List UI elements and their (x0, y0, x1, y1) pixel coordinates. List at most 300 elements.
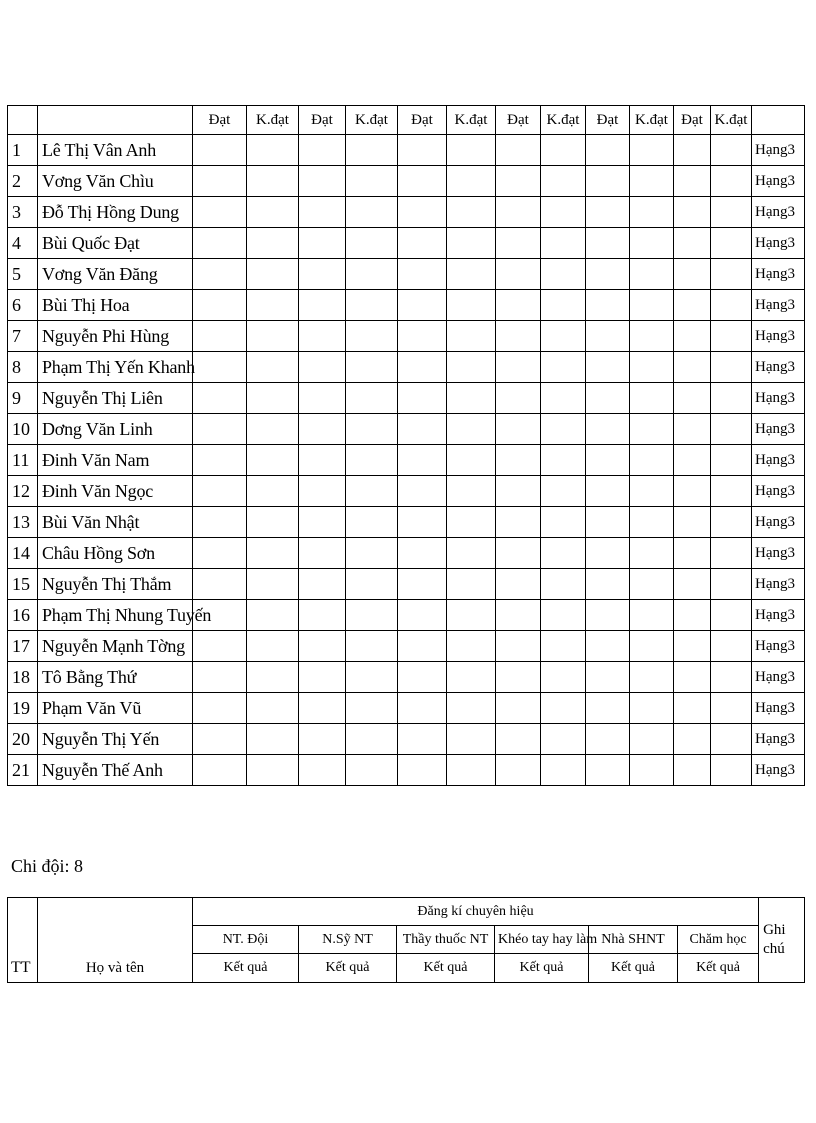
result-cell (193, 724, 247, 755)
result-cell (346, 631, 398, 662)
result-cell (247, 197, 299, 228)
result-cell (496, 383, 541, 414)
result-cell (247, 290, 299, 321)
result-cell (674, 321, 711, 352)
rank-note: Hạng3 (752, 507, 805, 538)
rank-note: Hạng3 (752, 755, 805, 786)
row-number: 21 (8, 755, 38, 786)
result-cell (447, 259, 496, 290)
table-row (8, 383, 805, 414)
result-cell (193, 135, 247, 166)
result-cell (193, 631, 247, 662)
result-cell (398, 476, 447, 507)
header-cell (38, 106, 193, 135)
result-cell (247, 352, 299, 383)
result-cell (447, 693, 496, 724)
row-number: 11 (8, 445, 38, 476)
result-cell (398, 724, 447, 755)
result-cell (346, 228, 398, 259)
result-cell (711, 228, 752, 259)
table-row (8, 445, 805, 476)
result-cell (711, 662, 752, 693)
result-cell (398, 445, 447, 476)
result-cell (496, 476, 541, 507)
result-cell (299, 166, 346, 197)
result-cell (496, 507, 541, 538)
result-cell (674, 724, 711, 755)
result-cell (630, 135, 674, 166)
result-cell (193, 166, 247, 197)
result-cell (299, 476, 346, 507)
result-cell (447, 662, 496, 693)
student-name: Nguyễn Thị Liên (38, 383, 193, 414)
result-cell (299, 755, 346, 786)
result-cell (630, 166, 674, 197)
row-number: 14 (8, 538, 38, 569)
result-cell (586, 724, 630, 755)
result-cell (711, 197, 752, 228)
result-cell (674, 166, 711, 197)
result-cell (630, 507, 674, 538)
result-cell (496, 724, 541, 755)
result-cell (586, 445, 630, 476)
result-header: Kết quả (589, 954, 678, 983)
result-cell (398, 383, 447, 414)
result-cell (398, 662, 447, 693)
header-cell: Đạt (398, 106, 447, 135)
student-name: Châu Hồng Sơn (38, 538, 193, 569)
result-cell (541, 197, 586, 228)
result-cell (630, 290, 674, 321)
result-cell (630, 197, 674, 228)
result-cell (247, 321, 299, 352)
result-cell (193, 228, 247, 259)
result-cell (447, 197, 496, 228)
header-cell: Đạt (496, 106, 541, 135)
col-note-header: Ghi chú (759, 898, 805, 983)
result-cell (630, 321, 674, 352)
result-cell (299, 724, 346, 755)
result-cell (193, 414, 247, 445)
result-cell (299, 631, 346, 662)
student-name: Vơng Văn Chìu (38, 166, 193, 197)
table-row (8, 259, 805, 290)
result-cell (193, 693, 247, 724)
result-cell (398, 166, 447, 197)
rank-note: Hạng3 (752, 166, 805, 197)
result-cell (586, 197, 630, 228)
result-cell (496, 538, 541, 569)
rank-note: Hạng3 (752, 228, 805, 259)
result-cell (674, 538, 711, 569)
result-cell (447, 228, 496, 259)
result-cell (496, 197, 541, 228)
result-cell (630, 383, 674, 414)
student-name: Bùi Quốc Đạt (38, 228, 193, 259)
result-cell (346, 724, 398, 755)
result-cell (711, 755, 752, 786)
result-cell (541, 476, 586, 507)
result-cell (299, 321, 346, 352)
result-cell (496, 259, 541, 290)
result-cell (586, 538, 630, 569)
result-cell (711, 507, 752, 538)
result-cell (586, 228, 630, 259)
result-cell (541, 166, 586, 197)
result-cell (247, 259, 299, 290)
result-cell (398, 569, 447, 600)
table-row (8, 538, 805, 569)
result-cell (496, 290, 541, 321)
result-cell (247, 755, 299, 786)
result-cell (541, 569, 586, 600)
student-name: Bùi Thị Hoa (38, 290, 193, 321)
result-cell (193, 662, 247, 693)
row-number: 1 (8, 135, 38, 166)
result-cell (586, 321, 630, 352)
result-cell (447, 507, 496, 538)
result-cell (586, 755, 630, 786)
result-cell (193, 383, 247, 414)
result-cell (586, 290, 630, 321)
header-cell: Đạt (299, 106, 346, 135)
student-name: Lê Thị Vân Anh (38, 135, 193, 166)
result-cell (346, 166, 398, 197)
result-cell (247, 693, 299, 724)
table-row (8, 135, 805, 166)
result-cell (586, 259, 630, 290)
result-cell (630, 414, 674, 445)
result-cell (193, 321, 247, 352)
result-cell (299, 693, 346, 724)
result-cell (496, 166, 541, 197)
result-cell (630, 724, 674, 755)
table-row (8, 755, 805, 786)
result-cell (586, 352, 630, 383)
result-cell (541, 352, 586, 383)
results-table-header (8, 106, 805, 135)
result-cell (541, 631, 586, 662)
result-cell (447, 383, 496, 414)
result-cell (496, 693, 541, 724)
result-cell (496, 445, 541, 476)
result-cell (447, 321, 496, 352)
results-table-body (8, 106, 805, 786)
header-cell: Đạt (193, 106, 247, 135)
result-cell (299, 600, 346, 631)
result-cell (496, 352, 541, 383)
result-cell (398, 414, 447, 445)
result-cell (247, 445, 299, 476)
student-name: Bùi Văn Nhật (38, 507, 193, 538)
result-cell (346, 600, 398, 631)
result-cell (711, 321, 752, 352)
result-cell (630, 228, 674, 259)
row-number: 8 (8, 352, 38, 383)
rank-note: Hạng3 (752, 538, 805, 569)
badge-registration-table (7, 897, 805, 983)
student-name: Nguyễn Thế Anh (38, 755, 193, 786)
result-cell (496, 321, 541, 352)
result-cell (193, 755, 247, 786)
result-cell (299, 228, 346, 259)
result-cell (398, 693, 447, 724)
result-cell (586, 600, 630, 631)
row-number: 12 (8, 476, 38, 507)
results-table (7, 105, 805, 786)
rank-note: Hạng3 (752, 724, 805, 755)
student-name: Vơng Văn Đăng (38, 259, 193, 290)
result-cell (586, 662, 630, 693)
result-cell (247, 166, 299, 197)
result-cell (630, 755, 674, 786)
result-cell (447, 569, 496, 600)
result-cell (711, 290, 752, 321)
result-cell (398, 538, 447, 569)
result-cell (541, 414, 586, 445)
result-cell (346, 755, 398, 786)
result-cell (447, 476, 496, 507)
result-cell (541, 538, 586, 569)
result-cell (674, 445, 711, 476)
result-cell (398, 321, 447, 352)
result-cell (496, 414, 541, 445)
result-cell (674, 631, 711, 662)
result-cell (447, 724, 496, 755)
result-cell (711, 166, 752, 197)
rank-note: Hạng3 (752, 259, 805, 290)
result-cell (447, 352, 496, 383)
result-cell (630, 538, 674, 569)
result-cell (711, 538, 752, 569)
row-number: 5 (8, 259, 38, 290)
rank-note: Hạng3 (752, 197, 805, 228)
result-cell (630, 693, 674, 724)
result-cell (398, 507, 447, 538)
result-cell (299, 414, 346, 445)
table-row (8, 197, 805, 228)
badge-header: Khéo tay hay làm (495, 926, 589, 954)
result-cell (247, 228, 299, 259)
result-cell (674, 290, 711, 321)
result-cell (630, 259, 674, 290)
result-cell (496, 631, 541, 662)
student-name: Phạm Văn Vũ (38, 693, 193, 724)
result-cell (447, 166, 496, 197)
result-cell (193, 538, 247, 569)
result-cell (346, 569, 398, 600)
result-cell (674, 476, 711, 507)
result-cell (674, 259, 711, 290)
result-cell (674, 662, 711, 693)
result-cell (674, 383, 711, 414)
table-row (8, 631, 805, 662)
result-cell (711, 383, 752, 414)
result-cell (711, 135, 752, 166)
result-cell (586, 476, 630, 507)
student-name: Phạm Thị Yến Khanh (38, 352, 193, 383)
result-cell (398, 631, 447, 662)
result-cell (630, 352, 674, 383)
result-cell (674, 228, 711, 259)
badge-header: N.Sỹ NT (299, 926, 397, 954)
result-cell (299, 662, 346, 693)
result-cell (346, 662, 398, 693)
result-cell (674, 600, 711, 631)
header-cell: Đạt (586, 106, 630, 135)
rank-note: Hạng3 (752, 569, 805, 600)
header-cell: K.đạt (447, 106, 496, 135)
result-cell (541, 383, 586, 414)
rank-note: Hạng3 (752, 414, 805, 445)
col-tt-header: TT (8, 898, 38, 983)
result-cell (247, 135, 299, 166)
result-cell (398, 228, 447, 259)
result-cell (674, 755, 711, 786)
row-number: 20 (8, 724, 38, 755)
table-row (8, 352, 805, 383)
result-header: Kết quả (397, 954, 495, 983)
result-cell (630, 662, 674, 693)
table-row (8, 724, 805, 755)
result-cell (674, 414, 711, 445)
result-header: Kết quả (495, 954, 589, 983)
result-cell (496, 662, 541, 693)
table-row (8, 507, 805, 538)
result-cell (447, 290, 496, 321)
student-name: Phạm Thị Nhung Tuyến (38, 600, 193, 631)
result-cell (541, 600, 586, 631)
result-cell (346, 476, 398, 507)
rank-note: Hạng3 (752, 135, 805, 166)
result-cell (247, 569, 299, 600)
row-number: 18 (8, 662, 38, 693)
result-cell (586, 166, 630, 197)
result-cell (496, 569, 541, 600)
result-cell (586, 693, 630, 724)
result-cell (398, 755, 447, 786)
result-cell (398, 600, 447, 631)
result-cell (247, 631, 299, 662)
result-cell (496, 228, 541, 259)
result-cell (630, 631, 674, 662)
result-cell (299, 290, 346, 321)
result-cell (711, 414, 752, 445)
result-cell (541, 662, 586, 693)
result-cell (711, 476, 752, 507)
result-cell (447, 538, 496, 569)
rank-note: Hạng3 (752, 693, 805, 724)
result-cell (447, 135, 496, 166)
group-header: Đăng kí chuyên hiệu (193, 898, 759, 926)
header-cell (8, 106, 38, 135)
rank-note: Hạng3 (752, 352, 805, 383)
row-number: 10 (8, 414, 38, 445)
col-name-header: Họ và tên (38, 898, 193, 983)
table-row (8, 228, 805, 259)
result-cell (447, 600, 496, 631)
student-name: Đinh Văn Nam (38, 445, 193, 476)
result-cell (398, 352, 447, 383)
result-cell (398, 135, 447, 166)
result-cell (711, 569, 752, 600)
result-cell (193, 569, 247, 600)
result-cell (346, 414, 398, 445)
table-row (8, 476, 805, 507)
result-header: Kết quả (299, 954, 397, 983)
badge-header: Thầy thuốc NT (397, 926, 495, 954)
row-number: 13 (8, 507, 38, 538)
result-cell (447, 445, 496, 476)
result-cell (398, 197, 447, 228)
result-cell (674, 197, 711, 228)
result-cell (541, 507, 586, 538)
result-cell (711, 631, 752, 662)
result-cell (711, 600, 752, 631)
student-name: Nguyễn Thị Yến (38, 724, 193, 755)
result-cell (398, 290, 447, 321)
result-cell (541, 228, 586, 259)
result-cell (630, 600, 674, 631)
result-cell (398, 259, 447, 290)
row-number: 2 (8, 166, 38, 197)
result-cell (346, 259, 398, 290)
student-name: Dơng Văn Linh (38, 414, 193, 445)
result-cell (193, 476, 247, 507)
result-cell (630, 569, 674, 600)
result-cell (193, 259, 247, 290)
result-cell (674, 569, 711, 600)
rank-note: Hạng3 (752, 383, 805, 414)
result-cell (193, 445, 247, 476)
row-number: 16 (8, 600, 38, 631)
result-cell (247, 538, 299, 569)
result-cell (247, 383, 299, 414)
header-cell (752, 106, 805, 135)
result-cell (299, 569, 346, 600)
result-cell (541, 259, 586, 290)
result-cell (346, 352, 398, 383)
student-name: Nguyễn Mạnh Tờng (38, 631, 193, 662)
result-cell (346, 538, 398, 569)
rank-note: Hạng3 (752, 321, 805, 352)
table-row (8, 693, 805, 724)
table-row (8, 569, 805, 600)
result-cell (299, 538, 346, 569)
result-cell (447, 755, 496, 786)
rank-note: Hạng3 (752, 662, 805, 693)
result-header: Kết quả (193, 954, 299, 983)
result-cell (496, 135, 541, 166)
student-name: Đỗ Thị Hồng Dung (38, 197, 193, 228)
table-row (8, 290, 805, 321)
row-number: 3 (8, 197, 38, 228)
header-cell: K.đạt (630, 106, 674, 135)
result-cell (496, 755, 541, 786)
result-cell (586, 414, 630, 445)
rank-note: Hạng3 (752, 476, 805, 507)
result-cell (541, 290, 586, 321)
result-cell (711, 693, 752, 724)
rank-note: Hạng3 (752, 600, 805, 631)
result-cell (299, 507, 346, 538)
table-row (8, 600, 805, 631)
result-cell (346, 693, 398, 724)
table-row (8, 321, 805, 352)
rank-note: Hạng3 (752, 290, 805, 321)
result-cell (541, 445, 586, 476)
student-name: Nguyễn Phi Hùng (38, 321, 193, 352)
